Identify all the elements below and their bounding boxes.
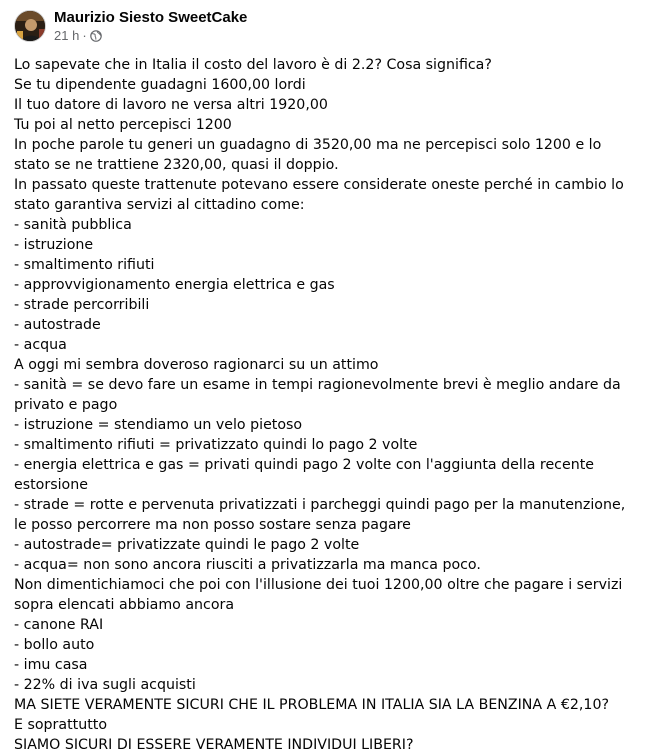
- post-line: - energia elettrica e gas = privati quindi pago 2 volte con l'aggiunta della recente estorsione: [14, 457, 594, 493]
- post-line: - bollo auto: [14, 637, 95, 653]
- post-line: Lo sapevate che in Italia il costo del lavoro è di 2.2? Cosa significa?: [14, 57, 492, 73]
- post-time[interactable]: 21 h: [54, 28, 80, 43]
- post-line: - strade percorribili: [14, 297, 150, 313]
- post-line: - sanità = se devo fare un esame in tempi ragionevolmente brevi è meglio andare da privato e pago: [14, 377, 621, 413]
- author-name[interactable]: Maurizio Siesto SweetCake: [54, 9, 248, 26]
- post-header: [14, 4, 247, 48]
- post-line: - istruzione = stendiamo un velo pietoso: [14, 417, 303, 433]
- meta-separator: ·: [82, 28, 87, 43]
- post-line: - istruzione: [14, 237, 94, 253]
- post-line: - smaltimento rifiuti: [14, 257, 155, 273]
- post-line: - canone RAI: [14, 617, 104, 633]
- post-line: In poche parole tu generi un guadagno di 3520,00 ma ne percepisci solo 1200 e lo stato se ne trattiene 2320,00, quasi il doppio.: [14, 137, 602, 173]
- post-text: [14, 55, 640, 755]
- post-line: SIAMO SICURI DI ESSERE VERAMENTE INDIVIDUI LIBERI?: [14, 737, 414, 753]
- header-text: [54, 8, 247, 44]
- post-line: Se tu dipendente guadagni 1600,00 lordi: [14, 77, 306, 93]
- post-line: A oggi mi sembra doveroso ragionarci su un attimo: [14, 357, 379, 373]
- post-line: E soprattutto: [14, 717, 108, 733]
- post-line: - 22% di iva sugli acquisti: [14, 677, 196, 693]
- post-line: In passato queste trattenute potevano essere considerate oneste perché in cambio lo stato garantiva servizi al cittadino come:: [14, 177, 624, 213]
- post-line: MA SIETE VERAMENTE SICURI CHE IL PROBLEMA IN ITALIA SIA LA BENZINA A €2,10?: [14, 697, 610, 713]
- avatar[interactable]: [14, 10, 46, 42]
- post-line: - strade = rotte e pervenuta privatizzati i parcheggi quindi pago per la manutenzione, le posso percorrere ma non posso sostare senza pagare: [14, 497, 626, 533]
- post-line: Non dimentichiamoci che poi con l'illusione dei tuoi 1200,00 oltre che pagare i servizi sopra elencati abbiamo ancora: [14, 577, 623, 613]
- post-line: - acqua: [14, 337, 67, 353]
- post-line: - acqua= non sono ancora riusciti a privatizzarla ma manca poco.: [14, 557, 481, 573]
- post-line: Il tuo datore di lavoro ne versa altri 1920,00: [14, 97, 328, 113]
- avatar-image: [15, 11, 46, 42]
- post-meta: [54, 28, 247, 44]
- post-line: - smaltimento rifiuti = privatizzato quindi lo pago 2 volte: [14, 437, 418, 453]
- post-line: - autostrade= privatizzate quindi le pago 2 volte: [14, 537, 360, 553]
- post-line: - sanità pubblica: [14, 217, 132, 233]
- post-line: - autostrade: [14, 317, 101, 333]
- post-line: - imu casa: [14, 657, 88, 673]
- post-line: - approvvigionamento energia elettrica e gas: [14, 277, 335, 293]
- globe-icon[interactable]: [90, 30, 102, 42]
- post-line: Tu poi al netto percepisci 1200: [14, 117, 232, 133]
